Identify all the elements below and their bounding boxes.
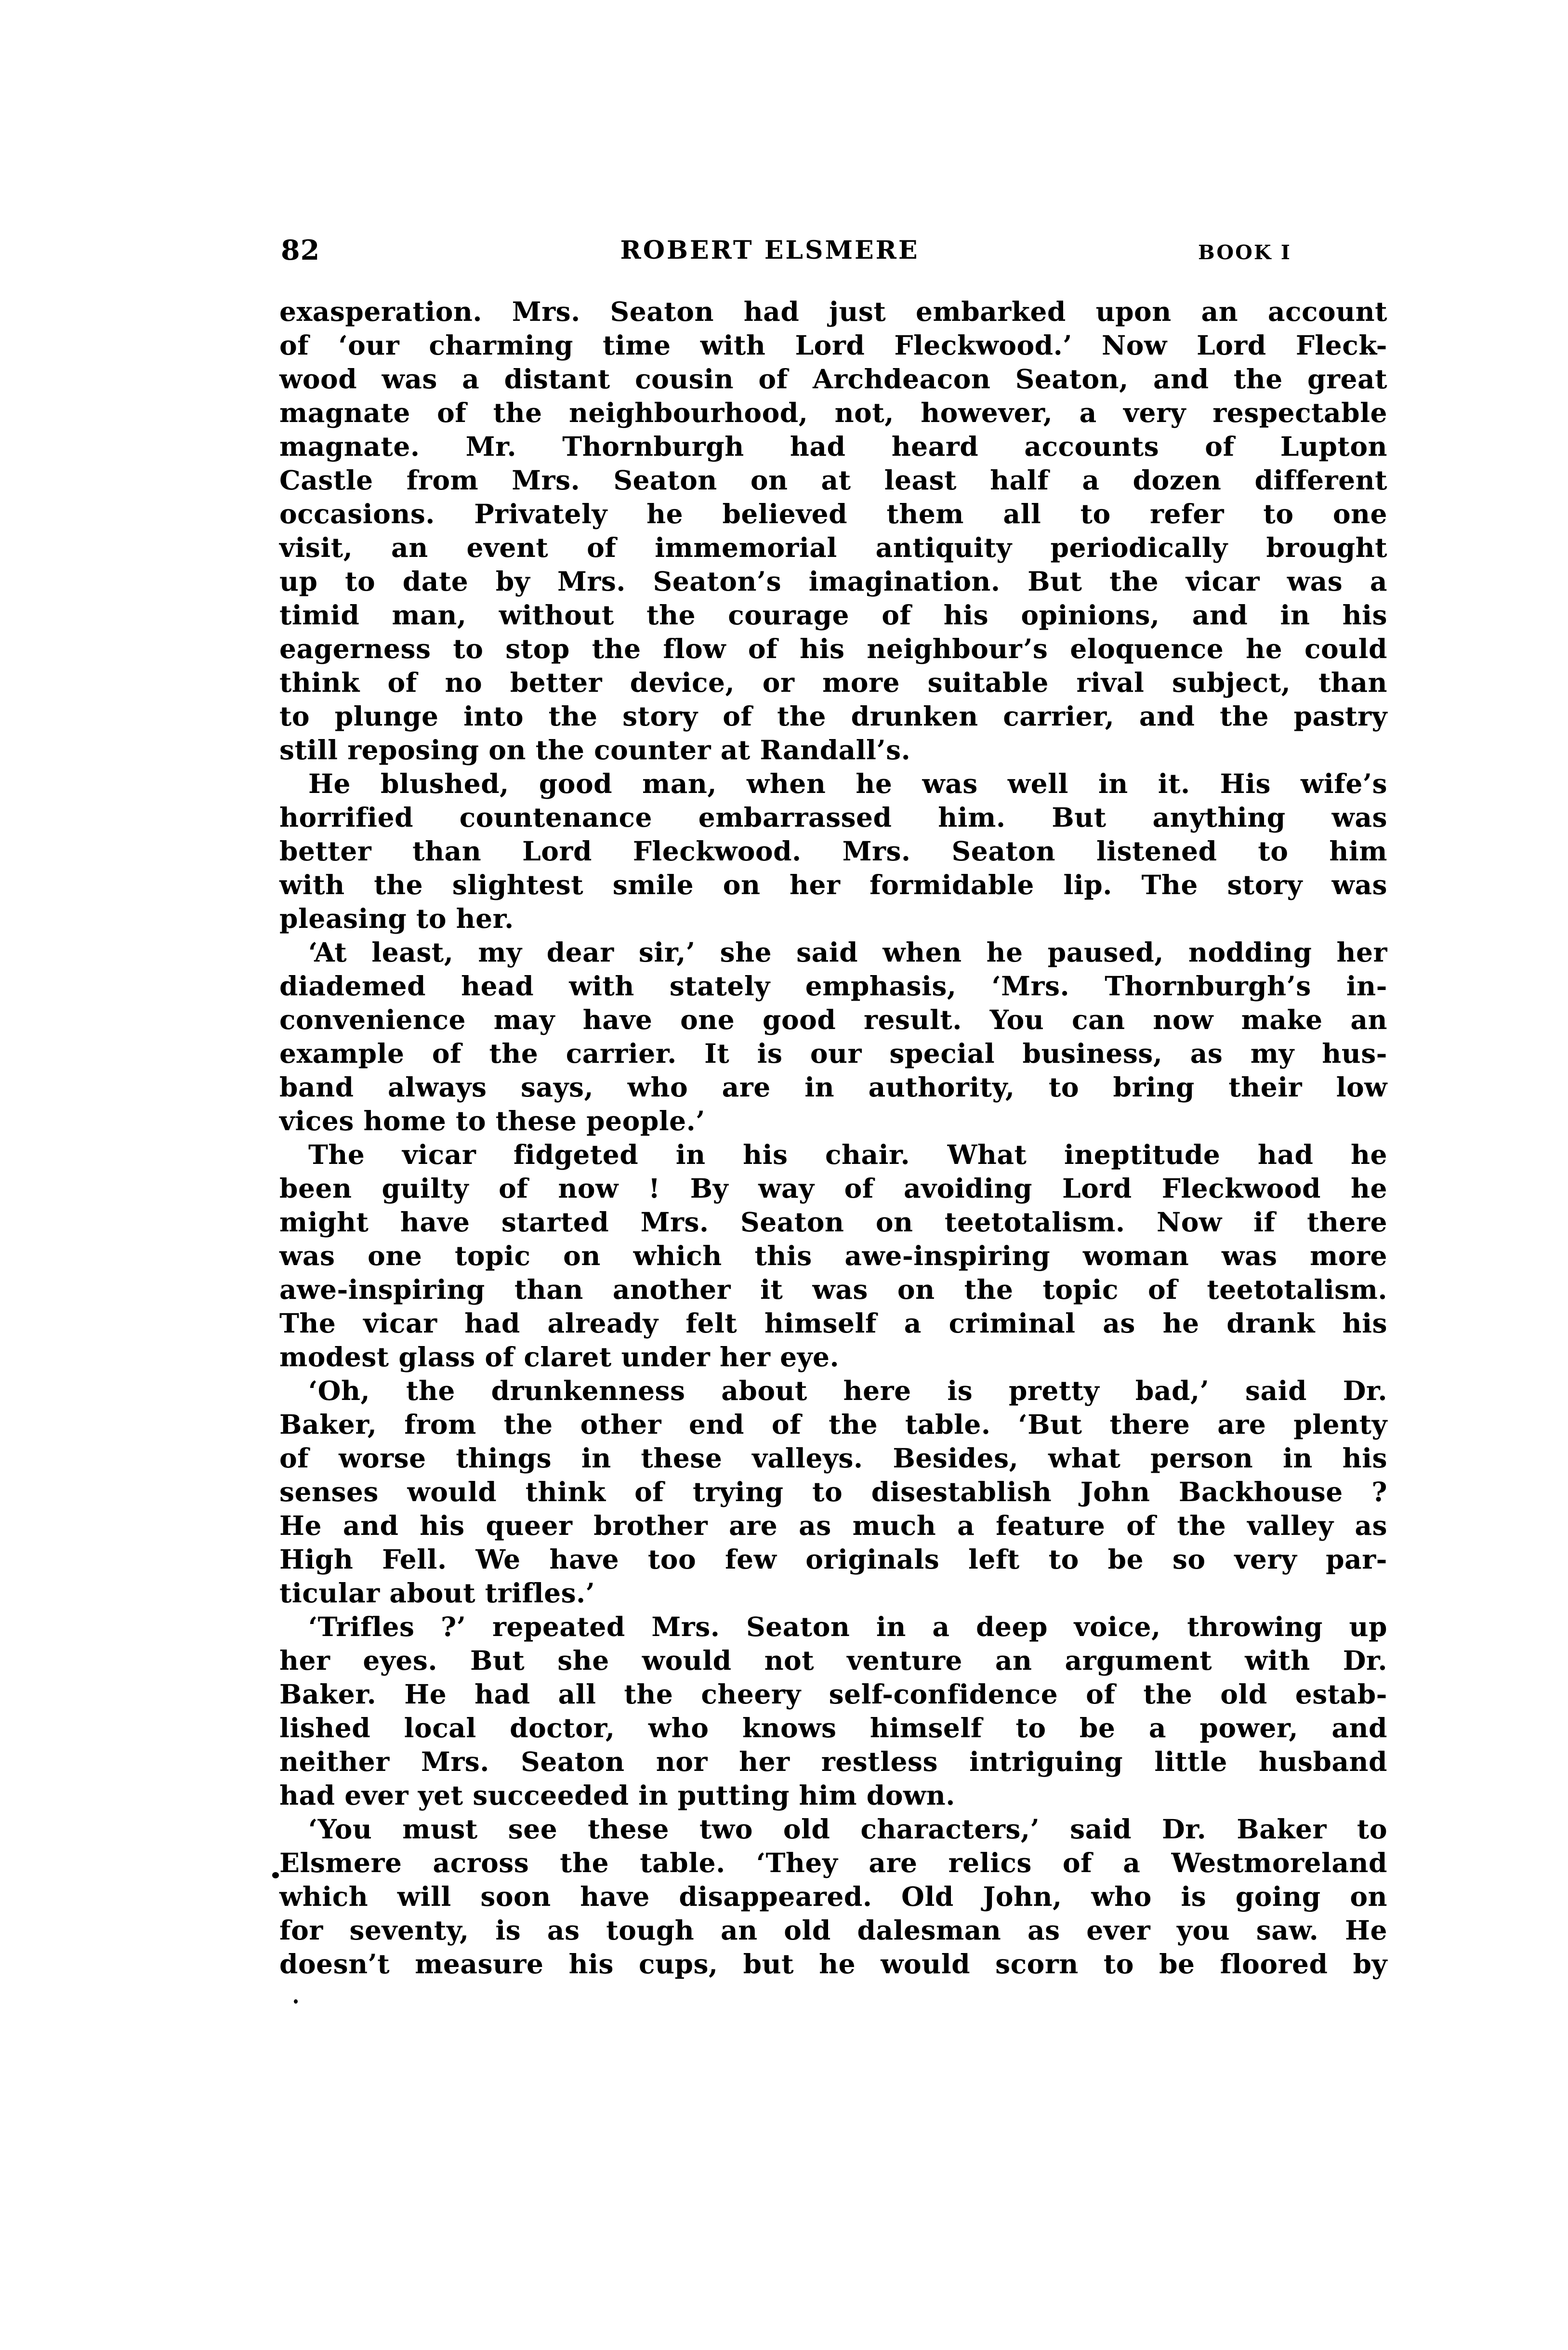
text-line: think of no better device, or more suitable rival subject, than	[279, 667, 1387, 698]
text-line: with the slightest smile on her formidable lip. The story was	[279, 869, 1387, 900]
text-line: had ever yet succeeded in putting him down.	[279, 1780, 955, 1811]
text-line: magnate. Mr. Thornburgh had heard accounts of Lupton	[279, 431, 1387, 462]
text-line: doesn’t measure his cups, but he would scorn to be floored by	[279, 1948, 1387, 1980]
text-line: convenience may have one good result. You can now make an	[279, 1004, 1387, 1035]
text-line: might have started Mrs. Seaton on teetotalism. Now if there	[279, 1206, 1387, 1238]
text-line: of worse things in these valleys. Besides, what person in his	[279, 1442, 1387, 1474]
text-line: He blushed, good man, when he was well in it. His wife’s	[308, 768, 1387, 799]
text-line: Castle from Mrs. Seaton on at least half a dozen different	[279, 464, 1387, 496]
text-line: Baker, from the other end of the table. ‘But there are plenty	[279, 1409, 1387, 1440]
text-line: still reposing on the counter at Randall’s.	[279, 734, 911, 766]
page-number: 82	[281, 234, 320, 266]
text-line: example of the carrier. It is our special business, as my hus-	[279, 1038, 1387, 1069]
text-line: The vicar fidgeted in his chair. What ineptitude had he	[308, 1139, 1387, 1170]
text-line: been guilty of now ! By way of avoiding Lord Fleckwood he	[279, 1173, 1387, 1204]
text-line: timid man, without the courage of his opinions, and in his	[279, 599, 1387, 631]
text-line: her eyes. But she would not venture an argument with Dr.	[279, 1645, 1387, 1676]
text-line: modest glass of claret under her eye.	[279, 1341, 840, 1373]
text-line: neither Mrs. Seaton nor her restless intriguing little husband	[279, 1746, 1387, 1777]
text-line: visit, an event of immemorial antiquity periodically brought	[279, 532, 1387, 563]
text-line: senses would think of trying to disestablish John Backhouse ?	[279, 1476, 1387, 1507]
text-line: ‘Trifles ?’ repeated Mrs. Seaton in a deep voice, throwing up	[308, 1611, 1387, 1642]
text-line: magnate of the neighbourhood, not, however, a very respectable	[279, 397, 1387, 428]
text-line: awe-inspiring than another it was on the topic of teetotalism.	[279, 1274, 1387, 1305]
text-line: pleasing to her.	[279, 903, 514, 934]
text-line: Baker. He had all the cheery self-confidence of the old estab-	[279, 1678, 1387, 1710]
text-line: exasperation. Mrs. Seaton had just embarked upon an account	[279, 296, 1387, 327]
text-line: lished local doctor, who knows himself to be a power, and	[279, 1712, 1387, 1743]
text-line: was one topic on which this awe-inspiring woman was more	[279, 1240, 1387, 1271]
text-line: band always says, who are in authority, to bring their low	[279, 1071, 1387, 1103]
text-line: He and his queer brother are as much a feature of the valley as	[279, 1510, 1387, 1541]
text-line: ‘At least, my dear sir,’ she said when he paused, nodding her	[308, 937, 1387, 968]
running-title: ROBERT ELSMERE	[620, 236, 920, 265]
text-line: wood was a distant cousin of Archdeacon Seaton, and the great	[279, 363, 1387, 395]
text-line: The vicar had already felt himself a criminal as he drank his	[279, 1307, 1387, 1339]
text-line: which will soon have disappeared. Old John, who is going on	[279, 1881, 1387, 1912]
text-line: better than Lord Fleckwood. Mrs. Seaton listened to him	[279, 835, 1387, 867]
text-line: eagerness to stop the flow of his neighbour’s eloquence he could	[279, 633, 1387, 664]
text-line: ‘You must see these two old characters,’ said Dr. Baker to	[308, 1813, 1387, 1845]
book-label: BOOK I	[1198, 241, 1291, 264]
text-line: ‘Oh, the drunkenness about here is pretty bad,’ said Dr.	[308, 1375, 1387, 1406]
text-line: Elsmere across the table. ‘They are relics of a Westmoreland	[279, 1847, 1387, 1878]
text-line: diademed head with stately emphasis, ‘Mrs. Thornburgh’s in-	[279, 970, 1387, 1002]
print-artifact-dot	[294, 1999, 298, 2004]
text-line: to plunge into the story of the drunken carrier, and the pastry	[279, 700, 1387, 732]
text-line: for seventy, is as tough an old dalesman as ever you saw. He	[279, 1914, 1387, 1946]
running-header	[0, 0, 1568, 266]
print-artifact-dot	[272, 1872, 279, 1878]
text-line: ticular about trifles.’	[279, 1577, 595, 1609]
text-line: horrified countenance embarrassed him. But anything was	[279, 802, 1387, 833]
text-line: vices home to these people.’	[279, 1105, 705, 1136]
page-body	[279, 295, 1387, 1981]
text-line: High Fell. We have too few originals left to be so very par-	[279, 1544, 1387, 1575]
text-line: of ‘our charming time with Lord Fleckwood.’ Now Lord Fleck-	[279, 330, 1387, 361]
text-line: up to date by Mrs. Seaton’s imagination. But the vicar was a	[279, 566, 1387, 597]
text-line: occasions. Privately he believed them all to refer to one	[279, 498, 1387, 529]
